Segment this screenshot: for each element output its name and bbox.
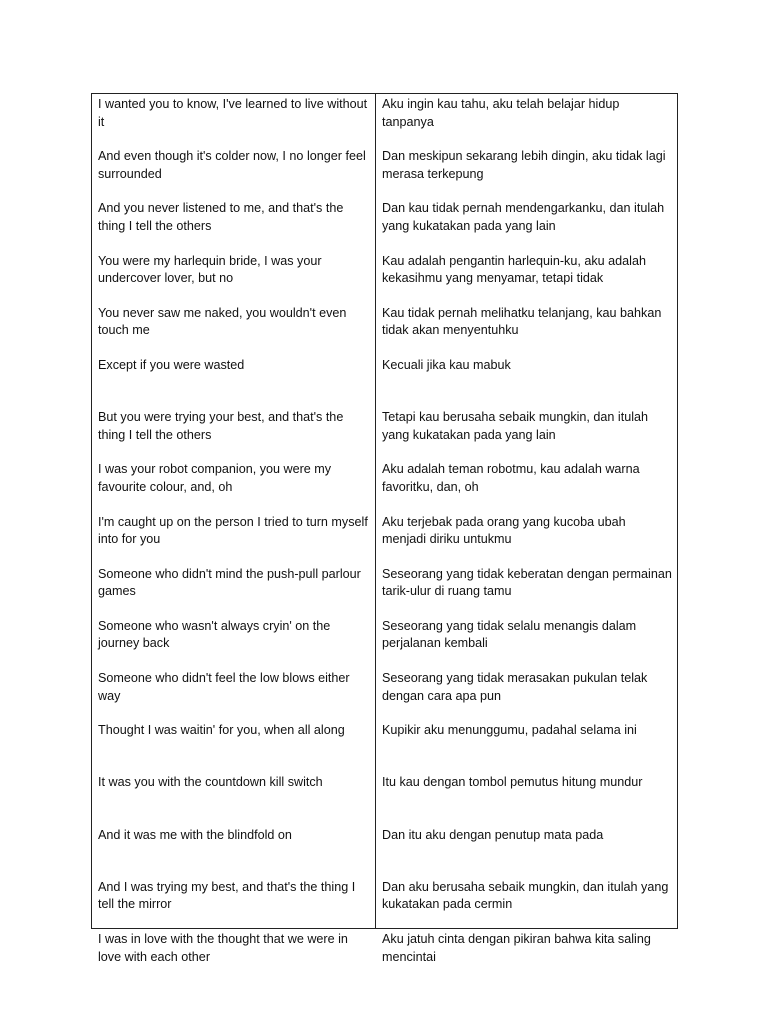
indonesian-line: Seseorang yang tidak merasakan pukulan telak dengan cara apa pun bbox=[382, 671, 648, 703]
indonesian-line: Aku adalah teman robotmu, kau adalah warna favoritku, dan, oh bbox=[382, 462, 640, 494]
indonesian-line: Dan aku berusaha sebaik mungkin, dan itulah yang kukatakan pada cermin bbox=[382, 879, 669, 912]
indonesian-line: Aku jatuh cinta dengan pikiran bahwa kita saling mencintai bbox=[382, 932, 651, 964]
english-line: Someone who didn't mind the push-pull parlour games bbox=[98, 566, 361, 599]
english-line: Except if you were wasted bbox=[98, 357, 245, 372]
indonesian-line: Seseorang yang tidak keberatan dengan permainan tarik-ulur di ruang tamu bbox=[382, 566, 672, 599]
indonesian-lyrics-column bbox=[376, 94, 677, 964]
english-line: Someone who didn't feel the low blows either way bbox=[98, 671, 350, 703]
indonesian-line: Itu kau dengan tombol pemutus hitung mundur bbox=[382, 775, 643, 790]
indonesian-line: Dan meskipun sekarang lebih dingin, aku tidak lagi merasa terkepung bbox=[382, 149, 666, 181]
indonesian-line: Kupikir aku menunggumu, padahal selama ini bbox=[382, 723, 637, 738]
english-line: But you were trying your best, and that's the thing I tell the others bbox=[98, 410, 344, 442]
english-line: I was in love with the thought that we were in love with each other bbox=[98, 932, 348, 964]
indonesian-line: Tetapi kau berusaha sebaik mungkin, dan itulah yang kukatakan pada yang lain bbox=[382, 410, 649, 442]
english-line: Someone who wasn't always cryin' on the journey back bbox=[98, 618, 331, 651]
indonesian-line: Dan itu aku dengan penutup mata pada bbox=[382, 827, 604, 842]
indonesian-line: Kau tidak pernah melihatku telanjang, kau bahkan tidak akan menyentuhku bbox=[382, 305, 662, 338]
indonesian-line: Seseorang yang tidak selalu menangis dalam perjalanan kembali bbox=[382, 618, 637, 651]
english-line: And it was me with the blindfold on bbox=[98, 827, 292, 842]
english-line: Thought I was waitin' for you, when all along bbox=[98, 723, 345, 738]
english-line: And I was trying my best, and that's the thing I tell the mirror bbox=[98, 879, 356, 912]
english-line: You never saw me naked, you wouldn't even touch me bbox=[98, 305, 347, 338]
indonesian-line: Aku ingin kau tahu, aku telah belajar hidup tanpanya bbox=[382, 97, 620, 129]
english-line: I wanted you to know, I've learned to live without it bbox=[98, 97, 368, 129]
english-lyrics-column bbox=[92, 94, 376, 964]
indonesian-line: Kau adalah pengantin harlequin-ku, aku adalah kekasihmu yang menyamar, tetapi tidak bbox=[382, 253, 646, 286]
english-line: I'm caught up on the person I tried to turn myself into for you bbox=[98, 514, 368, 546]
english-line: And you never listened to me, and that's the thing I tell the others bbox=[98, 201, 344, 233]
english-line: I was your robot companion, you were my favourite colour, and, oh bbox=[98, 462, 332, 494]
english-line: And even though it's colder now, I no longer feel surrounded bbox=[98, 149, 366, 181]
indonesian-line: Kecuali jika kau mabuk bbox=[382, 357, 511, 372]
indonesian-line: Aku terjebak pada orang yang kucoba ubah menjadi diriku untukmu bbox=[382, 514, 626, 546]
indonesian-line: Dan kau tidak pernah mendengarkanku, dan itulah yang kukatakan pada yang lain bbox=[382, 201, 665, 233]
english-line: You were my harlequin bride, I was your undercover lover, but no bbox=[98, 253, 322, 286]
lyrics-table bbox=[91, 93, 678, 964]
english-line: It was you with the countdown kill switch bbox=[98, 775, 323, 790]
